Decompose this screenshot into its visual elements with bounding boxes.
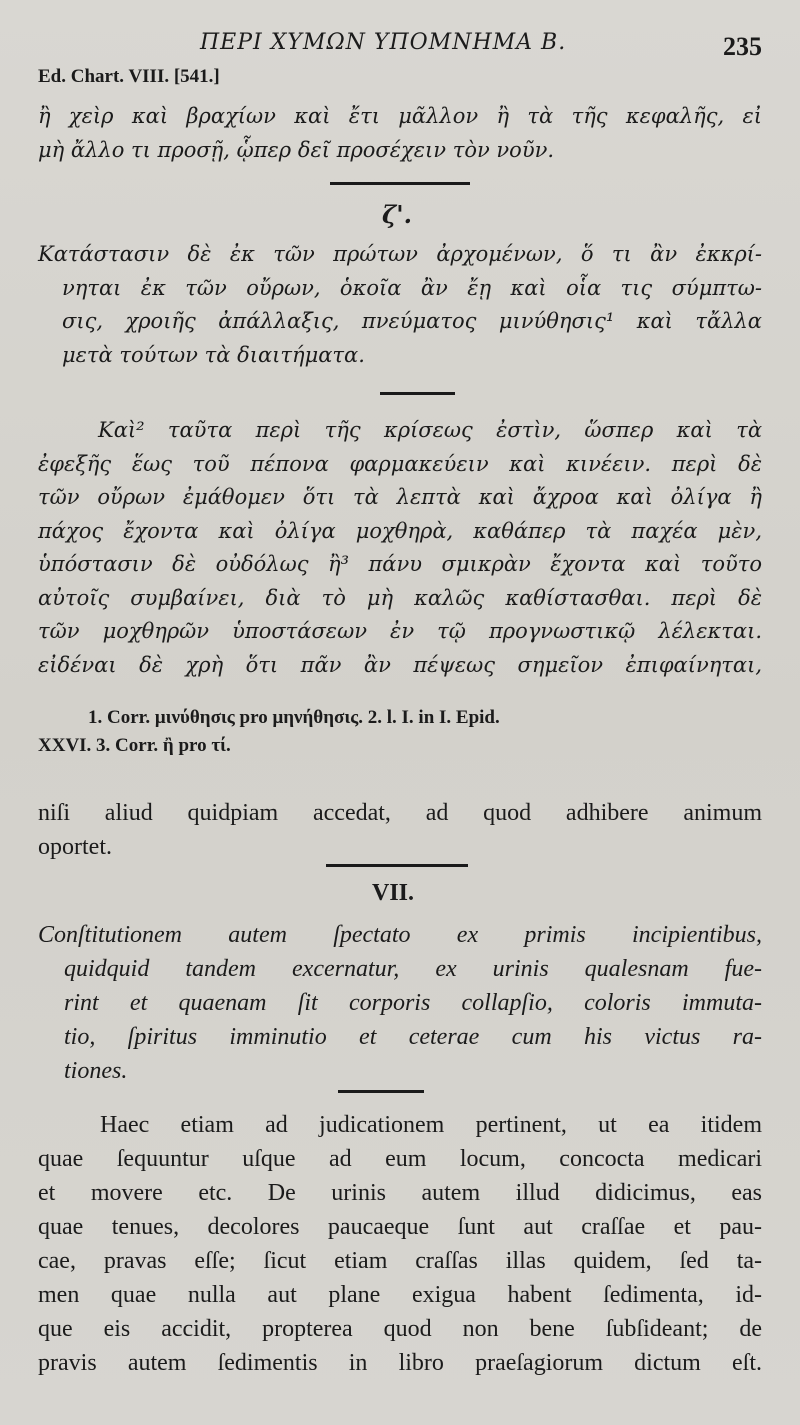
text-line: ἐφεξῆς ἕως τοῦ πέπονα φαρμακεύειν καὶ κινέειν. περὶ δὲ (38, 451, 762, 476)
text-line: μετὰ τούτων τὰ διαιτήματα. (62, 342, 365, 367)
text-line: tiones. (64, 1058, 128, 1084)
text-line: Conſtitutionem autem ſpectato ex primis incipientibus, (38, 922, 762, 948)
section-divider (338, 1090, 424, 1093)
text-line: cae, pravas eſſe; ſicut etiam craſſas illas quidem, ſed ta- (38, 1248, 762, 1274)
section-divider (380, 392, 455, 395)
greek-commentary (38, 414, 762, 682)
text-line: que eis accidit, propterea quod non bene ſubſideant; de (38, 1316, 762, 1342)
latin-lemma (38, 918, 762, 1088)
text-line: Κατάστασιν δὲ ἐκ τῶν πρώτων ἀρχομένων, ὅ τι ἂν ἐκκρί- (38, 242, 762, 266)
text-line: oportet. (38, 834, 112, 860)
text-line: et movere etc. De urinis autem illud didicimus, eas (38, 1180, 762, 1206)
text-line: Haec etiam ad judicationem pertinent, ut ea itidem (100, 1112, 762, 1138)
text-line: quae tenues, decolores paucaeque ſunt aut craſſae et pau- (38, 1214, 762, 1240)
text-line: rint et quaenam ſit corporis collapſio, coloris immuta- (64, 990, 762, 1016)
text-line: νηται ἐκ τῶν οὔρων, ὁκοῖα ἂν ἔῃ καὶ οἷα τις σύμπτω- (62, 275, 762, 300)
text-line: pravis autem ſedimentis in libro praeſagiorum dictum eſt. (38, 1350, 762, 1376)
text-line: ἢ χεὶρ καὶ βραχίων καὶ ἔτι μᾶλλον ἢ τὰ τῆς κεφαλῆς, εἰ (38, 104, 762, 128)
text-line: men quae nulla aut plane exigua habent ſedimenta, id- (38, 1282, 762, 1308)
text-line: quae ſequuntur uſque ad eum locum, concocta medicari (38, 1146, 762, 1172)
greek-lemma (38, 238, 762, 372)
footnote-line: XXVI. 3. Corr. ἢ pro τί. (38, 735, 231, 756)
text-line: tio, ſpiritus imminutio et ceterae cum his victus ra- (64, 1024, 762, 1050)
text-line: τῶν οὔρων ἐμάθομεν ὅτι τὰ λεπτὰ καὶ ἄχροα καὶ ὀλίγα ἢ (38, 485, 762, 509)
latin-commentary (38, 1108, 762, 1380)
text-line: σις, χροιῆς ἀπάλλαξις, πνεύματος μινύθησις¹ καὶ τἄλλα (62, 309, 762, 333)
edition-reference: Ed. Chart. VIII. [541.] (38, 66, 220, 87)
running-title: ΠΕΡΙ ΧΥΜΩΝ ΥΠΟΜΝΗΜΑ Β. (200, 30, 567, 55)
greek-continuation (38, 100, 762, 167)
text-line: αὐτοῖς συμβαίνει, διὰ τὸ μὴ καλῶς καθίστασθαι. περὶ δὲ (38, 585, 762, 610)
latin-continuation (38, 796, 762, 864)
text-line: niſi aliud quidpiam accedat, ad quod adhibere animum (38, 800, 762, 826)
section-divider (326, 864, 468, 867)
section-divider (330, 182, 470, 185)
latin-section-number: VII. (372, 880, 415, 906)
text-line: Καὶ² ταῦτα περὶ τῆς κρίσεως ἐστὶν, ὥσπερ καὶ τὰ (98, 418, 762, 442)
text-line: τῶν μοχθηρῶν ὑποστάσεων ἐν τῷ προγνωστικῷ λέλεκται. (38, 619, 762, 643)
text-line: quidquid tandem excernatur, ex urinis qualesnam fue- (64, 956, 762, 982)
text-line: πάχος ἔχοντα καὶ ὀλίγα μοχθηρὰ, καθάπερ τὰ παχέα μὲν, (38, 518, 762, 543)
footnote-line: 1. Corr. μινύθησις pro μηνήθησις. 2. l. I. in I. Epid. (88, 707, 500, 728)
footnotes (38, 704, 762, 760)
page-number: 235 (723, 32, 762, 61)
text-line: εἰδέναι δὲ χρὴ ὅτι πᾶν ἂν πέψεως σημεῖον ἐπιφαίνηται, (38, 652, 762, 677)
text-line: μὴ ἄλλο τι προσῇ, ᾧπερ δεῖ προσέχειν τὸν νοῦν. (38, 137, 555, 162)
running-head (0, 30, 800, 60)
text-line: ὑπόστασιν δὲ οὐδόλως ἢ³ πάνυ σμικρὰν ἔχοντα καὶ τοῦτο (38, 552, 762, 576)
greek-section-number: ζ'. (382, 200, 412, 229)
